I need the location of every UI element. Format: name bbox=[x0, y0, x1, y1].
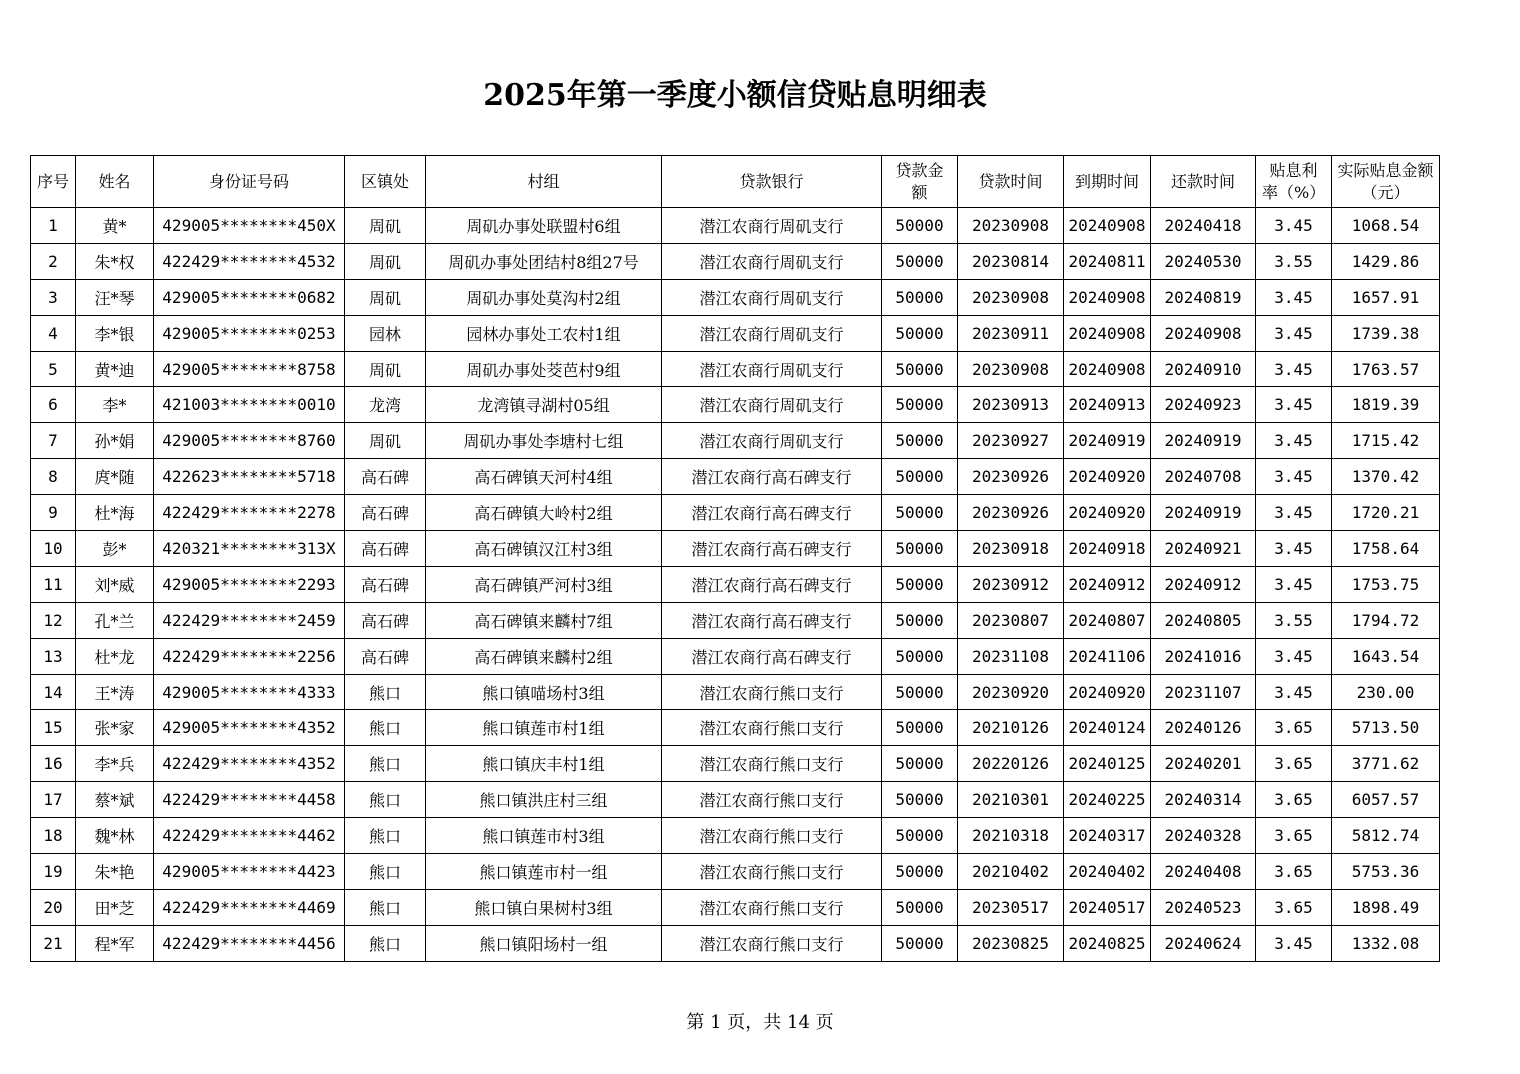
table-row bbox=[31, 459, 1440, 495]
cell-seq: 1 bbox=[31, 208, 76, 244]
cell-rate: 3.55 bbox=[1256, 602, 1332, 638]
cell-loan-amount: 50000 bbox=[882, 818, 958, 854]
cell-id-number: 429005********2293 bbox=[154, 566, 345, 602]
cell-name: 孙*娟 bbox=[76, 423, 154, 459]
cell-subsidy-amount: 1370.42 bbox=[1332, 459, 1440, 495]
cell-loan-amount: 50000 bbox=[882, 638, 958, 674]
cell-rate: 3.65 bbox=[1256, 854, 1332, 890]
cell-district: 熊口 bbox=[345, 854, 426, 890]
cell-loan-date: 20231108 bbox=[958, 638, 1064, 674]
cell-loan-amount: 50000 bbox=[882, 423, 958, 459]
cell-village-group: 熊口镇莲市村3组 bbox=[426, 818, 662, 854]
cell-repay-date: 20240708 bbox=[1151, 459, 1256, 495]
cell-due-date: 20240908 bbox=[1064, 315, 1151, 351]
cell-loan-date: 20230920 bbox=[958, 674, 1064, 710]
cell-repay-date: 20240912 bbox=[1151, 566, 1256, 602]
cell-rate: 3.45 bbox=[1256, 495, 1332, 531]
cell-id-number: 429005********0682 bbox=[154, 279, 345, 315]
table-row bbox=[31, 782, 1440, 818]
cell-subsidy-amount: 1332.08 bbox=[1332, 925, 1440, 961]
cell-name: 彭* bbox=[76, 531, 154, 567]
cell-district: 高石碑 bbox=[345, 531, 426, 567]
cell-due-date: 20240317 bbox=[1064, 818, 1151, 854]
cell-district: 园林 bbox=[345, 315, 426, 351]
cell-village-group: 熊口镇庆丰村1组 bbox=[426, 746, 662, 782]
cell-id-number: 422429********4352 bbox=[154, 746, 345, 782]
cell-name: 魏*林 bbox=[76, 818, 154, 854]
cell-id-number: 422429********4462 bbox=[154, 818, 345, 854]
cell-due-date: 20240908 bbox=[1064, 351, 1151, 387]
cell-repay-date: 20240919 bbox=[1151, 423, 1256, 459]
cell-due-date: 20240124 bbox=[1064, 710, 1151, 746]
cell-seq: 16 bbox=[31, 746, 76, 782]
cell-bank: 潜江农商行周矶支行 bbox=[662, 387, 882, 423]
cell-repay-date: 20240314 bbox=[1151, 782, 1256, 818]
cell-village-group: 熊口镇阳场村一组 bbox=[426, 925, 662, 961]
cell-rate: 3.45 bbox=[1256, 925, 1332, 961]
cell-seq: 2 bbox=[31, 243, 76, 279]
table-row bbox=[31, 638, 1440, 674]
cell-subsidy-amount: 5713.50 bbox=[1332, 710, 1440, 746]
cell-due-date: 20240908 bbox=[1064, 279, 1151, 315]
cell-bank: 潜江农商行熊口支行 bbox=[662, 782, 882, 818]
cell-due-date: 20240912 bbox=[1064, 566, 1151, 602]
cell-bank: 潜江农商行高石碑支行 bbox=[662, 459, 882, 495]
cell-district: 高石碑 bbox=[345, 566, 426, 602]
cell-seq: 13 bbox=[31, 638, 76, 674]
cell-id-number: 429005********4352 bbox=[154, 710, 345, 746]
cell-due-date: 20240402 bbox=[1064, 854, 1151, 890]
table-row bbox=[31, 674, 1440, 710]
cell-rate: 3.45 bbox=[1256, 638, 1332, 674]
cell-id-number: 422623********5718 bbox=[154, 459, 345, 495]
cell-bank: 潜江农商行周矶支行 bbox=[662, 208, 882, 244]
cell-subsidy-amount: 1720.21 bbox=[1332, 495, 1440, 531]
cell-seq: 3 bbox=[31, 279, 76, 315]
cell-loan-date: 20230911 bbox=[958, 315, 1064, 351]
cell-seq: 7 bbox=[31, 423, 76, 459]
table-row bbox=[31, 746, 1440, 782]
cell-loan-date: 20230927 bbox=[958, 423, 1064, 459]
cell-village-group: 周矶办事处联盟村6组 bbox=[426, 208, 662, 244]
table-row bbox=[31, 818, 1440, 854]
cell-repay-date: 20240530 bbox=[1151, 243, 1256, 279]
cell-name: 张*家 bbox=[76, 710, 154, 746]
cell-id-number: 429005********0253 bbox=[154, 315, 345, 351]
cell-village-group: 周矶办事处茭芭村9组 bbox=[426, 351, 662, 387]
cell-due-date: 20240918 bbox=[1064, 531, 1151, 567]
cell-rate: 3.45 bbox=[1256, 531, 1332, 567]
cell-bank: 潜江农商行熊口支行 bbox=[662, 710, 882, 746]
header-row bbox=[31, 156, 1440, 208]
cell-name: 李*银 bbox=[76, 315, 154, 351]
cell-village-group: 熊口镇洪庄村三组 bbox=[426, 782, 662, 818]
cell-name: 杜*海 bbox=[76, 495, 154, 531]
cell-district: 熊口 bbox=[345, 889, 426, 925]
cell-subsidy-amount: 1715.42 bbox=[1332, 423, 1440, 459]
header-village-group: 村组 bbox=[426, 156, 662, 208]
cell-loan-date: 20230814 bbox=[958, 243, 1064, 279]
cell-name: 庹*随 bbox=[76, 459, 154, 495]
header-seq: 序号 bbox=[31, 156, 76, 208]
cell-district: 高石碑 bbox=[345, 638, 426, 674]
cell-seq: 11 bbox=[31, 566, 76, 602]
cell-loan-date: 20230517 bbox=[958, 889, 1064, 925]
cell-repay-date: 20240910 bbox=[1151, 351, 1256, 387]
cell-bank: 潜江农商行熊口支行 bbox=[662, 925, 882, 961]
cell-seq: 18 bbox=[31, 818, 76, 854]
cell-name: 蔡*斌 bbox=[76, 782, 154, 818]
cell-id-number: 422429********2278 bbox=[154, 495, 345, 531]
cell-repay-date: 20240418 bbox=[1151, 208, 1256, 244]
cell-subsidy-amount: 1739.38 bbox=[1332, 315, 1440, 351]
table-row bbox=[31, 208, 1440, 244]
table-row bbox=[31, 566, 1440, 602]
cell-bank: 潜江农商行熊口支行 bbox=[662, 854, 882, 890]
header-rate: 贴息利率（%） bbox=[1256, 156, 1332, 208]
cell-loan-amount: 50000 bbox=[882, 710, 958, 746]
cell-bank: 潜江农商行周矶支行 bbox=[662, 423, 882, 459]
cell-repay-date: 20240126 bbox=[1151, 710, 1256, 746]
cell-bank: 潜江农商行周矶支行 bbox=[662, 351, 882, 387]
cell-district: 熊口 bbox=[345, 782, 426, 818]
cell-due-date: 20240908 bbox=[1064, 208, 1151, 244]
cell-repay-date: 20231107 bbox=[1151, 674, 1256, 710]
cell-seq: 4 bbox=[31, 315, 76, 351]
cell-loan-date: 20220126 bbox=[958, 746, 1064, 782]
cell-district: 熊口 bbox=[345, 925, 426, 961]
cell-loan-amount: 50000 bbox=[882, 459, 958, 495]
cell-bank: 潜江农商行熊口支行 bbox=[662, 818, 882, 854]
cell-name: 田*芝 bbox=[76, 889, 154, 925]
cell-repay-date: 20240921 bbox=[1151, 531, 1256, 567]
cell-bank: 潜江农商行周矶支行 bbox=[662, 279, 882, 315]
cell-loan-amount: 50000 bbox=[882, 315, 958, 351]
cell-id-number: 429005********450X bbox=[154, 208, 345, 244]
cell-bank: 潜江农商行周矶支行 bbox=[662, 243, 882, 279]
cell-village-group: 高石碑镇来麟村7组 bbox=[426, 602, 662, 638]
cell-due-date: 20240225 bbox=[1064, 782, 1151, 818]
cell-subsidy-amount: 1819.39 bbox=[1332, 387, 1440, 423]
cell-id-number: 422429********2459 bbox=[154, 602, 345, 638]
cell-seq: 17 bbox=[31, 782, 76, 818]
table-row bbox=[31, 531, 1440, 567]
cell-village-group: 熊口镇白果树村3组 bbox=[426, 889, 662, 925]
cell-subsidy-amount: 1758.64 bbox=[1332, 531, 1440, 567]
cell-repay-date: 20240408 bbox=[1151, 854, 1256, 890]
cell-subsidy-amount: 1753.75 bbox=[1332, 566, 1440, 602]
cell-bank: 潜江农商行熊口支行 bbox=[662, 889, 882, 925]
cell-loan-amount: 50000 bbox=[882, 925, 958, 961]
cell-loan-date: 20210318 bbox=[958, 818, 1064, 854]
cell-village-group: 高石碑镇严河村3组 bbox=[426, 566, 662, 602]
cell-repay-date: 20240919 bbox=[1151, 495, 1256, 531]
cell-district: 周矶 bbox=[345, 423, 426, 459]
table-row bbox=[31, 495, 1440, 531]
cell-rate: 3.45 bbox=[1256, 351, 1332, 387]
cell-rate: 3.55 bbox=[1256, 243, 1332, 279]
table-row bbox=[31, 351, 1440, 387]
cell-loan-date: 20230926 bbox=[958, 459, 1064, 495]
cell-id-number: 420321********313X bbox=[154, 531, 345, 567]
cell-due-date: 20240825 bbox=[1064, 925, 1151, 961]
cell-loan-date: 20210301 bbox=[958, 782, 1064, 818]
cell-repay-date: 20240624 bbox=[1151, 925, 1256, 961]
cell-loan-date: 20230908 bbox=[958, 351, 1064, 387]
cell-id-number: 422429********4456 bbox=[154, 925, 345, 961]
cell-loan-amount: 50000 bbox=[882, 674, 958, 710]
cell-loan-amount: 50000 bbox=[882, 208, 958, 244]
cell-rate: 3.45 bbox=[1256, 566, 1332, 602]
table-row bbox=[31, 387, 1440, 423]
cell-id-number: 429005********4333 bbox=[154, 674, 345, 710]
cell-seq: 6 bbox=[31, 387, 76, 423]
table-row bbox=[31, 243, 1440, 279]
table-row bbox=[31, 279, 1440, 315]
cell-village-group: 周矶办事处李塘村七组 bbox=[426, 423, 662, 459]
cell-subsidy-amount: 1657.91 bbox=[1332, 279, 1440, 315]
cell-due-date: 20240125 bbox=[1064, 746, 1151, 782]
cell-repay-date: 20240923 bbox=[1151, 387, 1256, 423]
cell-seq: 12 bbox=[31, 602, 76, 638]
cell-loan-date: 20210126 bbox=[958, 710, 1064, 746]
cell-loan-date: 20230912 bbox=[958, 566, 1064, 602]
page-title: 2025年第一季度小额信贷贴息明细表 bbox=[483, 78, 987, 113]
cell-bank: 潜江农商行高石碑支行 bbox=[662, 566, 882, 602]
cell-district: 熊口 bbox=[345, 710, 426, 746]
header-id-number: 身份证号码 bbox=[154, 156, 345, 208]
table-row bbox=[31, 710, 1440, 746]
cell-due-date: 20240913 bbox=[1064, 387, 1151, 423]
cell-seq: 8 bbox=[31, 459, 76, 495]
cell-rate: 3.65 bbox=[1256, 746, 1332, 782]
cell-loan-amount: 50000 bbox=[882, 279, 958, 315]
cell-subsidy-amount: 3771.62 bbox=[1332, 746, 1440, 782]
cell-loan-amount: 50000 bbox=[882, 495, 958, 531]
cell-village-group: 熊口镇喵场村3组 bbox=[426, 674, 662, 710]
cell-id-number: 429005********8760 bbox=[154, 423, 345, 459]
cell-id-number: 429005********8758 bbox=[154, 351, 345, 387]
cell-loan-date: 20230918 bbox=[958, 531, 1064, 567]
cell-seq: 20 bbox=[31, 889, 76, 925]
cell-name: 朱*权 bbox=[76, 243, 154, 279]
cell-loan-amount: 50000 bbox=[882, 889, 958, 925]
cell-bank: 潜江农商行熊口支行 bbox=[662, 746, 882, 782]
cell-loan-date: 20230908 bbox=[958, 208, 1064, 244]
cell-bank: 潜江农商行高石碑支行 bbox=[662, 531, 882, 567]
cell-rate: 3.45 bbox=[1256, 208, 1332, 244]
cell-repay-date: 20240819 bbox=[1151, 279, 1256, 315]
header-name: 姓名 bbox=[76, 156, 154, 208]
cell-rate: 3.45 bbox=[1256, 423, 1332, 459]
table-row bbox=[31, 925, 1440, 961]
cell-rate: 3.65 bbox=[1256, 889, 1332, 925]
cell-repay-date: 20240805 bbox=[1151, 602, 1256, 638]
cell-subsidy-amount: 1429.86 bbox=[1332, 243, 1440, 279]
cell-district: 熊口 bbox=[345, 674, 426, 710]
cell-id-number: 421003********0010 bbox=[154, 387, 345, 423]
cell-village-group: 周矶办事处莫沟村2组 bbox=[426, 279, 662, 315]
header-loan-amount: 贷款金额 bbox=[882, 156, 958, 208]
header-bank: 贷款银行 bbox=[662, 156, 882, 208]
cell-id-number: 429005********4423 bbox=[154, 854, 345, 890]
cell-bank: 潜江农商行熊口支行 bbox=[662, 674, 882, 710]
cell-district: 周矶 bbox=[345, 243, 426, 279]
cell-loan-amount: 50000 bbox=[882, 566, 958, 602]
cell-repay-date: 20240523 bbox=[1151, 889, 1256, 925]
cell-village-group: 高石碑镇天河村4组 bbox=[426, 459, 662, 495]
cell-due-date: 20241106 bbox=[1064, 638, 1151, 674]
cell-name: 程*军 bbox=[76, 925, 154, 961]
cell-due-date: 20240920 bbox=[1064, 459, 1151, 495]
cell-district: 熊口 bbox=[345, 746, 426, 782]
cell-rate: 3.45 bbox=[1256, 279, 1332, 315]
cell-rate: 3.65 bbox=[1256, 818, 1332, 854]
cell-village-group: 周矶办事处团结村8组27号 bbox=[426, 243, 662, 279]
cell-rate: 3.45 bbox=[1256, 459, 1332, 495]
cell-loan-amount: 50000 bbox=[882, 746, 958, 782]
table-row bbox=[31, 315, 1440, 351]
table-row bbox=[31, 854, 1440, 890]
page-footer: 第 1 页，共 14 页 bbox=[686, 1012, 834, 1033]
cell-loan-amount: 50000 bbox=[882, 351, 958, 387]
cell-id-number: 422429********4458 bbox=[154, 782, 345, 818]
cell-rate: 3.45 bbox=[1256, 674, 1332, 710]
cell-bank: 潜江农商行高石碑支行 bbox=[662, 495, 882, 531]
subsidy-table bbox=[30, 155, 1440, 962]
cell-due-date: 20240807 bbox=[1064, 602, 1151, 638]
table-body bbox=[31, 208, 1440, 962]
cell-subsidy-amount: 230.00 bbox=[1332, 674, 1440, 710]
cell-loan-amount: 50000 bbox=[882, 387, 958, 423]
cell-subsidy-amount: 1898.49 bbox=[1332, 889, 1440, 925]
header-loan-date: 贷款时间 bbox=[958, 156, 1064, 208]
cell-subsidy-amount: 1794.72 bbox=[1332, 602, 1440, 638]
cell-loan-date: 20230913 bbox=[958, 387, 1064, 423]
cell-due-date: 20240920 bbox=[1064, 674, 1151, 710]
cell-seq: 15 bbox=[31, 710, 76, 746]
header-district: 区镇处 bbox=[345, 156, 426, 208]
cell-seq: 19 bbox=[31, 854, 76, 890]
cell-district: 龙湾 bbox=[345, 387, 426, 423]
cell-rate: 3.65 bbox=[1256, 782, 1332, 818]
cell-village-group: 熊口镇莲市村1组 bbox=[426, 710, 662, 746]
cell-loan-amount: 50000 bbox=[882, 782, 958, 818]
cell-village-group: 龙湾镇寻湖村05组 bbox=[426, 387, 662, 423]
header-repay-date: 还款时间 bbox=[1151, 156, 1256, 208]
cell-subsidy-amount: 1068.54 bbox=[1332, 208, 1440, 244]
table-row bbox=[31, 602, 1440, 638]
cell-seq: 21 bbox=[31, 925, 76, 961]
cell-loan-date: 20230926 bbox=[958, 495, 1064, 531]
cell-district: 周矶 bbox=[345, 208, 426, 244]
cell-loan-amount: 50000 bbox=[882, 854, 958, 890]
cell-name: 王*涛 bbox=[76, 674, 154, 710]
cell-id-number: 422429********4532 bbox=[154, 243, 345, 279]
cell-village-group: 高石碑镇汉江村3组 bbox=[426, 531, 662, 567]
cell-bank: 潜江农商行周矶支行 bbox=[662, 315, 882, 351]
cell-name: 黄* bbox=[76, 208, 154, 244]
cell-loan-date: 20230908 bbox=[958, 279, 1064, 315]
cell-rate: 3.65 bbox=[1256, 710, 1332, 746]
cell-loan-date: 20210402 bbox=[958, 854, 1064, 890]
cell-seq: 10 bbox=[31, 531, 76, 567]
cell-village-group: 高石碑镇来麟村2组 bbox=[426, 638, 662, 674]
cell-name: 孔*兰 bbox=[76, 602, 154, 638]
cell-loan-amount: 50000 bbox=[882, 531, 958, 567]
cell-name: 汪*琴 bbox=[76, 279, 154, 315]
cell-village-group: 熊口镇莲市村一组 bbox=[426, 854, 662, 890]
cell-district: 高石碑 bbox=[345, 602, 426, 638]
cell-id-number: 422429********4469 bbox=[154, 889, 345, 925]
cell-subsidy-amount: 5812.74 bbox=[1332, 818, 1440, 854]
table-row bbox=[31, 423, 1440, 459]
cell-name: 杜*龙 bbox=[76, 638, 154, 674]
cell-seq: 5 bbox=[31, 351, 76, 387]
cell-rate: 3.45 bbox=[1256, 387, 1332, 423]
header-subsidy-amount: 实际贴息金额（元） bbox=[1332, 156, 1440, 208]
cell-repay-date: 20240908 bbox=[1151, 315, 1256, 351]
cell-name: 朱*艳 bbox=[76, 854, 154, 890]
cell-subsidy-amount: 1643.54 bbox=[1332, 638, 1440, 674]
cell-bank: 潜江农商行高石碑支行 bbox=[662, 602, 882, 638]
cell-rate: 3.45 bbox=[1256, 315, 1332, 351]
cell-bank: 潜江农商行高石碑支行 bbox=[662, 638, 882, 674]
cell-subsidy-amount: 5753.36 bbox=[1332, 854, 1440, 890]
cell-repay-date: 20240201 bbox=[1151, 746, 1256, 782]
header-due-date: 到期时间 bbox=[1064, 156, 1151, 208]
cell-village-group: 园林办事处工农村1组 bbox=[426, 315, 662, 351]
cell-name: 李* bbox=[76, 387, 154, 423]
cell-district: 周矶 bbox=[345, 279, 426, 315]
cell-loan-date: 20230825 bbox=[958, 925, 1064, 961]
table-row bbox=[31, 889, 1440, 925]
cell-subsidy-amount: 1763.57 bbox=[1332, 351, 1440, 387]
cell-name: 李*兵 bbox=[76, 746, 154, 782]
cell-repay-date: 20240328 bbox=[1151, 818, 1256, 854]
cell-name: 黄*迪 bbox=[76, 351, 154, 387]
cell-subsidy-amount: 6057.57 bbox=[1332, 782, 1440, 818]
cell-village-group: 高石碑镇大岭村2组 bbox=[426, 495, 662, 531]
cell-district: 熊口 bbox=[345, 818, 426, 854]
cell-seq: 9 bbox=[31, 495, 76, 531]
cell-district: 高石碑 bbox=[345, 495, 426, 531]
cell-district: 周矶 bbox=[345, 351, 426, 387]
cell-due-date: 20240920 bbox=[1064, 495, 1151, 531]
cell-repay-date: 20241016 bbox=[1151, 638, 1256, 674]
cell-district: 高石碑 bbox=[345, 459, 426, 495]
cell-due-date: 20240919 bbox=[1064, 423, 1151, 459]
cell-due-date: 20240517 bbox=[1064, 889, 1151, 925]
cell-due-date: 20240811 bbox=[1064, 243, 1151, 279]
cell-id-number: 422429********2256 bbox=[154, 638, 345, 674]
cell-loan-amount: 50000 bbox=[882, 243, 958, 279]
cell-loan-date: 20230807 bbox=[958, 602, 1064, 638]
cell-seq: 14 bbox=[31, 674, 76, 710]
cell-name: 刘*威 bbox=[76, 566, 154, 602]
cell-loan-amount: 50000 bbox=[882, 602, 958, 638]
